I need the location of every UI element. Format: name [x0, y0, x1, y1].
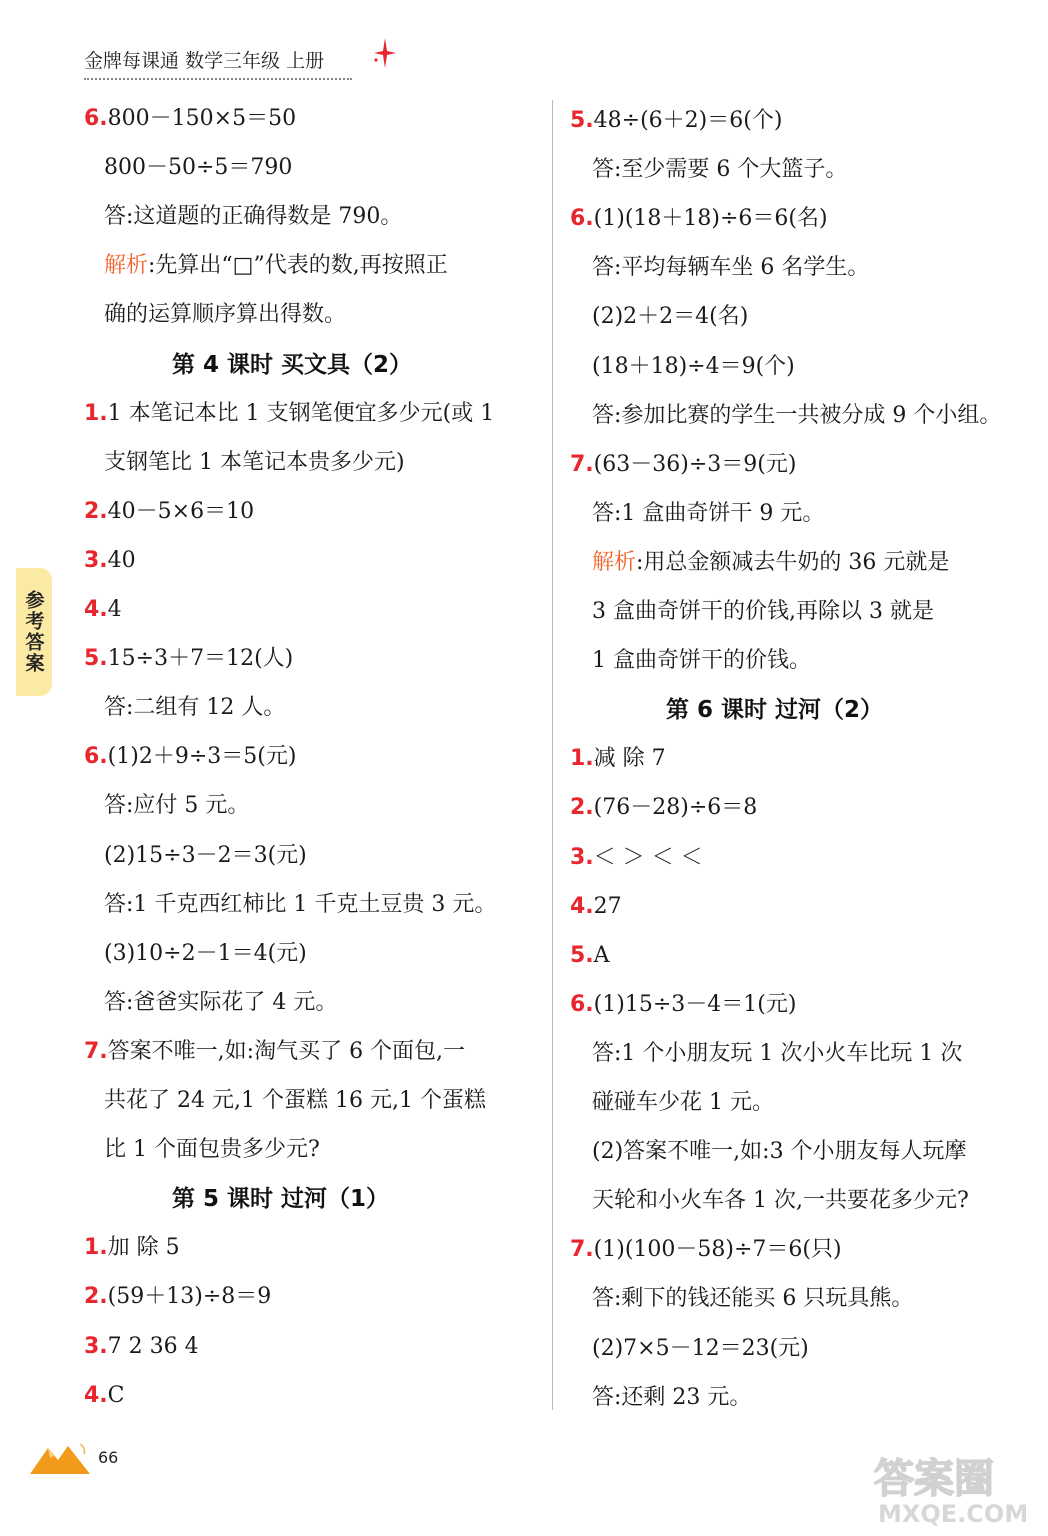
- answer-line: [104, 890, 496, 920]
- answer-text: (1)(18＋18)÷6＝6(名): [593, 206, 828, 232]
- answer-line: [570, 744, 666, 774]
- answer-text: 15÷3＋7＝12(人): [107, 646, 294, 672]
- answer-text: (3)10÷2－1＝4(元): [104, 940, 307, 966]
- answer-text: 答:1 盒曲奇饼干 9 元。: [592, 500, 825, 526]
- answer-line: [84, 742, 296, 772]
- answer-line: [592, 401, 1001, 431]
- answer-line: [84, 497, 254, 527]
- answer-text: 7 2 36 4: [107, 1333, 199, 1359]
- answer-line: [570, 1235, 842, 1265]
- answer-line: [104, 791, 249, 821]
- watermark-bottom: MXQE.COM: [878, 1500, 1028, 1528]
- answer-line: [84, 399, 494, 429]
- question-number: 4.: [84, 597, 108, 622]
- answer-text: (63－36)÷3＝9(元): [593, 451, 797, 477]
- answer-line: [104, 153, 292, 183]
- answer-text: 40－5×6＝10: [107, 498, 255, 524]
- answer-text: (1)2＋9÷3＝5(元): [107, 744, 297, 770]
- question-number: 1.: [570, 746, 594, 772]
- answer-text: 支钢笔比 1 本笔记本贵多少元): [104, 449, 405, 475]
- answer-text: ＜ ＞ ＜ ＜: [593, 844, 703, 870]
- answer-line: [592, 1383, 751, 1413]
- answer-text: 答:1 千克西红柿比 1 千克土豆贵 3 元。: [104, 891, 497, 917]
- answer-text: :用总金额减去牛奶的 36 元就是: [636, 549, 950, 575]
- answer-text: (59＋13)÷8＝9: [107, 1284, 272, 1310]
- question-number: 5.: [570, 942, 594, 968]
- question-number: 5.: [84, 646, 108, 672]
- question-number: 7.: [570, 451, 594, 477]
- answer-text: 答:还剩 23 元。: [592, 1384, 752, 1410]
- question-number: 2.: [570, 795, 594, 821]
- answer-text: (1)15÷3－4＝1(元): [593, 991, 797, 1017]
- question-number: 5.: [570, 108, 594, 133]
- answer-line: [104, 202, 402, 232]
- answer-line: [104, 939, 307, 969]
- answer-text: 1 本笔记本比 1 支钢笔便宜多少元(或 1: [107, 400, 495, 426]
- answer-line: [84, 546, 136, 576]
- answer-text: (76－28)÷6＝8: [593, 795, 758, 821]
- answer-line: [104, 1086, 486, 1116]
- side-tab-answers: 参考答案: [16, 568, 52, 696]
- answer-text: 共花了 24 元,1 个蛋糕 16 元,1 个蛋糕: [104, 1088, 486, 1113]
- question-number: 3.: [84, 1333, 108, 1359]
- answer-text: 答:至少需要 6 个大篮子。: [592, 157, 848, 183]
- section-heading: 第 4 课时 买文具（2）: [172, 351, 413, 378]
- answer-line: [592, 1284, 913, 1314]
- answer-text: 减 除 7: [593, 746, 666, 772]
- answer-line: [104, 693, 285, 723]
- answer-line: [84, 1037, 465, 1067]
- answer-line: [84, 1381, 125, 1411]
- answer-text: 48÷(6＋2)＝6(个): [593, 108, 783, 133]
- answer-line: [592, 155, 847, 185]
- answer-text: 答:剩下的钱还能买 6 只玩具熊。: [592, 1286, 914, 1312]
- question-number: 4.: [570, 893, 594, 919]
- answer-line: [592, 253, 869, 283]
- answer-line: [84, 595, 122, 625]
- column-divider: [552, 100, 553, 1410]
- book-header: 金牌每课通 数学三年级 上册: [84, 50, 325, 72]
- answer-line: [592, 1088, 774, 1118]
- answer-text: (1)(100－58)÷7＝6(只): [593, 1237, 842, 1263]
- answer-line: [84, 1332, 199, 1362]
- analysis-label: 解析: [592, 549, 637, 575]
- answer-line: [84, 104, 296, 134]
- watermark-top: 答案圈: [874, 1456, 994, 1502]
- question-number: 7.: [84, 1038, 108, 1064]
- answer-line: [570, 793, 757, 823]
- answer-line: [592, 1039, 962, 1069]
- answer-text: (18＋18)÷4＝9(个): [592, 353, 795, 379]
- answer-text: 答:1 个小朋友玩 1 次小火车比玩 1 次: [592, 1040, 963, 1066]
- answer-text: 答:爸爸实际花了 4 元。: [104, 989, 338, 1015]
- answer-text: 答:参加比赛的学生一共被分成 9 个小组。: [592, 402, 1002, 428]
- question-number: 6.: [570, 206, 594, 232]
- answer-text: C: [107, 1382, 125, 1408]
- answer-line: [592, 548, 949, 578]
- answer-line: [592, 1186, 969, 1216]
- answer-text: 3 盒曲奇饼干的价钱,再除以 3 就是: [592, 599, 934, 624]
- answer-text: 27: [593, 893, 622, 919]
- answer-line: [84, 644, 293, 674]
- question-number: 6.: [570, 991, 594, 1017]
- answer-text: (2)15÷3－2＝3(元): [104, 842, 307, 868]
- answer-line: [592, 646, 811, 676]
- red-star-icon: [372, 36, 398, 70]
- question-number: 1.: [84, 1235, 108, 1261]
- question-number: 6.: [84, 106, 108, 131]
- answer-text: 800－50÷5＝790: [104, 155, 293, 181]
- watermark-logo: [868, 1444, 1028, 1528]
- answer-line: [592, 597, 934, 627]
- answer-line: [592, 499, 824, 529]
- answer-text: :先算出“□”代表的数,再按照正: [148, 253, 448, 279]
- answer-line: [570, 892, 622, 922]
- question-number: 2.: [84, 498, 108, 524]
- answer-line: [592, 352, 795, 382]
- question-number: 4.: [84, 1382, 108, 1408]
- answer-line: [84, 1282, 271, 1312]
- answer-line: [592, 1137, 967, 1167]
- answer-text: 加 除 5: [107, 1235, 180, 1261]
- answer-line: [570, 843, 703, 873]
- question-number: 7.: [570, 1237, 594, 1263]
- answer-text: 确的运算顺序算出得数。: [104, 302, 347, 328]
- page-number: 66: [98, 1448, 119, 1467]
- orange-mountain-icon: [28, 1440, 92, 1476]
- answer-text: 碰碰车少花 1 元。: [592, 1090, 774, 1115]
- answer-text: 1 盒曲奇饼干的价钱。: [592, 648, 811, 674]
- answer-text: 40: [107, 547, 136, 573]
- answer-line: [104, 448, 405, 478]
- answer-line: [592, 1334, 809, 1364]
- answer-text: 4: [107, 597, 122, 622]
- answer-text: 天轮和小火车各 1 次,一共要花多少元?: [592, 1188, 969, 1214]
- answer-line: [104, 841, 307, 871]
- answer-text: 答:二组有 12 人。: [104, 695, 286, 721]
- answer-text: 800－150×5＝50: [107, 106, 297, 131]
- answer-text: (2)7×5－12＝23(元): [592, 1335, 809, 1361]
- answer-text: 比 1 个面包贵多少元?: [104, 1137, 320, 1163]
- answer-text: 答:平均每辆车坐 6 名学生。: [592, 255, 870, 281]
- answer-line: [570, 941, 610, 971]
- answer-line: [570, 990, 796, 1020]
- answer-line: [84, 1233, 180, 1263]
- answer-line: [104, 988, 337, 1018]
- question-number: 3.: [84, 547, 108, 573]
- answer-text: (2)答案不唯一,如:3 个小朋友每人玩摩: [592, 1139, 967, 1165]
- answer-line: [104, 1135, 320, 1165]
- answer-text: (2)2＋2＝4(名): [592, 304, 749, 330]
- answer-text: 答案不唯一,如:淘气买了 6 个面包,一: [107, 1038, 466, 1064]
- question-number: 2.: [84, 1284, 108, 1310]
- answer-line: [570, 106, 782, 136]
- answer-text: 答:这道题的正确得数是 790。: [104, 204, 403, 230]
- answer-text: 答:应付 5 元。: [104, 793, 250, 819]
- answer-line: [104, 300, 346, 330]
- question-number: 1.: [84, 400, 108, 426]
- answer-line: [104, 251, 448, 281]
- question-number: 3.: [570, 844, 594, 870]
- question-number: 6.: [84, 744, 108, 770]
- answer-line: [570, 204, 828, 234]
- answer-line: [592, 302, 748, 332]
- section-heading: 第 6 课时 过河（2）: [666, 697, 884, 724]
- answer-text: A: [593, 942, 610, 968]
- section-heading: 第 5 课时 过河（1）: [172, 1186, 390, 1213]
- analysis-label: 解析: [104, 253, 149, 279]
- answer-line: [570, 450, 796, 480]
- header-dotted-rule: [84, 78, 352, 80]
